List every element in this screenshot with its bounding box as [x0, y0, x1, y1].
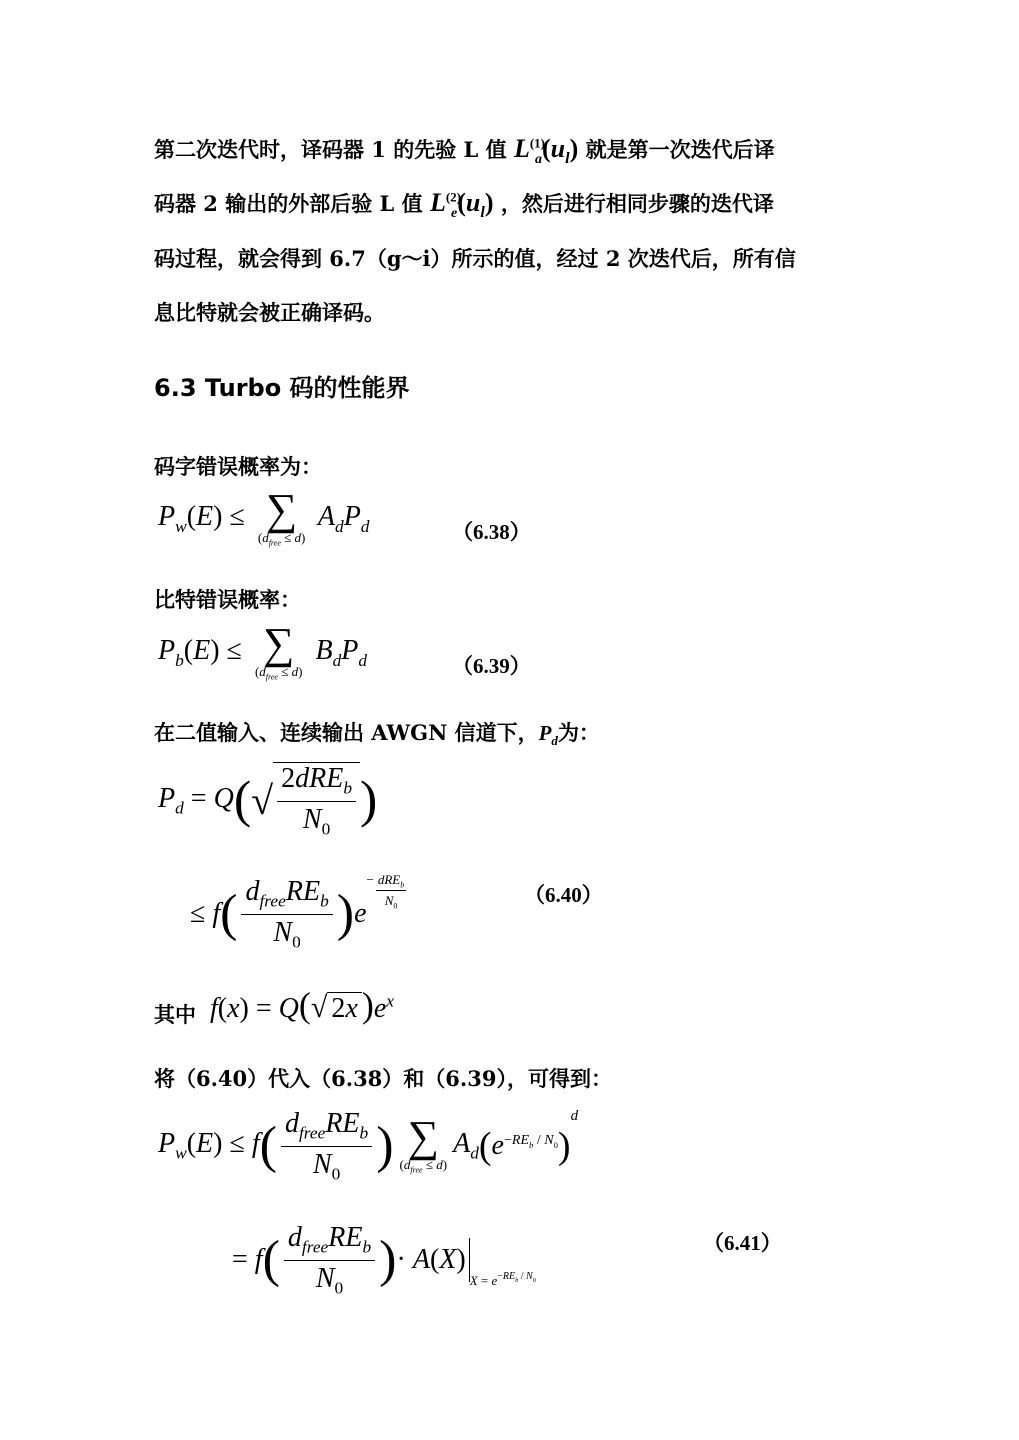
equation-6-40-line1: $P_d = Q(√$ $\frac{2dRE_b}{N_0}$ ) — [158, 763, 378, 839]
equation-number-6-39: （6.39） — [452, 654, 531, 678]
intro-line-1 — [154, 134, 775, 168]
math-La1: $L^{(1)}_a(u_l)$ — [513, 134, 579, 168]
intro-text: ，然后进行相同步骤的迭代译 — [500, 191, 774, 216]
paragraph-substitute: 将（6.40）代入（6.38）和（6.39），可得到： — [154, 1066, 612, 1091]
equation-6-40-line2: ≤ f( $\frac{d_{free}RE_b}{N_0}$ )e − $\frac{dRE_b}{N_0}$ — [190, 872, 405, 952]
equation-6-39: $P_b(E)$ ≤ ∑ $(d_{free} \le d)$ $B_dP_d$ — [158, 619, 368, 682]
intro-line-4: 息比特就会被正确译码。 — [154, 300, 385, 325]
paragraph-bit: 比特错误概率： — [154, 587, 301, 612]
math-Pd: $P_d$ — [538, 721, 558, 749]
paragraph-codeword: 码字错误概率为： — [154, 454, 322, 479]
section-title: 6.3 Turbo 码的性能界 — [154, 374, 410, 402]
intro-text: 第二次迭代时，译码器 1 的先验 L 值 — [154, 137, 507, 162]
equation-number-6-38: （6.38） — [452, 520, 531, 544]
awgn-text: 在二值输入、连续输出 AWGN 信道下， — [154, 720, 539, 745]
equation-6-41-line1: $P_w(E) \le f$( $\frac{d_{free}RE_b}{N_0}$ ) ∑ $(d_{free} \le d)$ $A_d(e^{-RE_b / N_0})^d$ — [158, 1108, 579, 1184]
equation-6-38: $P_w(E)$ ≤ ∑ $(d_{free} \le d)$ $A_dP_d$ — [158, 485, 370, 548]
equation-number-6-41: （6.41） — [703, 1231, 782, 1255]
paragraph-where: 其中 — [154, 1002, 196, 1027]
equation-number-6-40: （6.40） — [524, 883, 603, 907]
equation-6-41-line2: = f( $\frac{d_{free}RE_b}{N_0}$ )· $A(X)_{X = e^{-RE_b / N_0}}$ — [232, 1222, 536, 1298]
intro-line-2 — [154, 188, 774, 222]
paragraph-awgn — [154, 717, 600, 749]
awgn-text-end: 为： — [557, 720, 600, 745]
intro-line-3: 码过程，就会得到 6.7（g～i）所示的值，经过 2 次迭代后，所有信 — [154, 246, 796, 271]
intro-text: 就是第一次迭代后译 — [585, 137, 775, 162]
math-Le2: $L^{(2)}_e(u_l)$ — [429, 188, 494, 222]
intro-text: 码器 2 输出的外部后验 L 值 — [154, 191, 423, 216]
equation-fx: f(x) = Q(√ 2x )$e^x$ — [210, 985, 394, 1025]
